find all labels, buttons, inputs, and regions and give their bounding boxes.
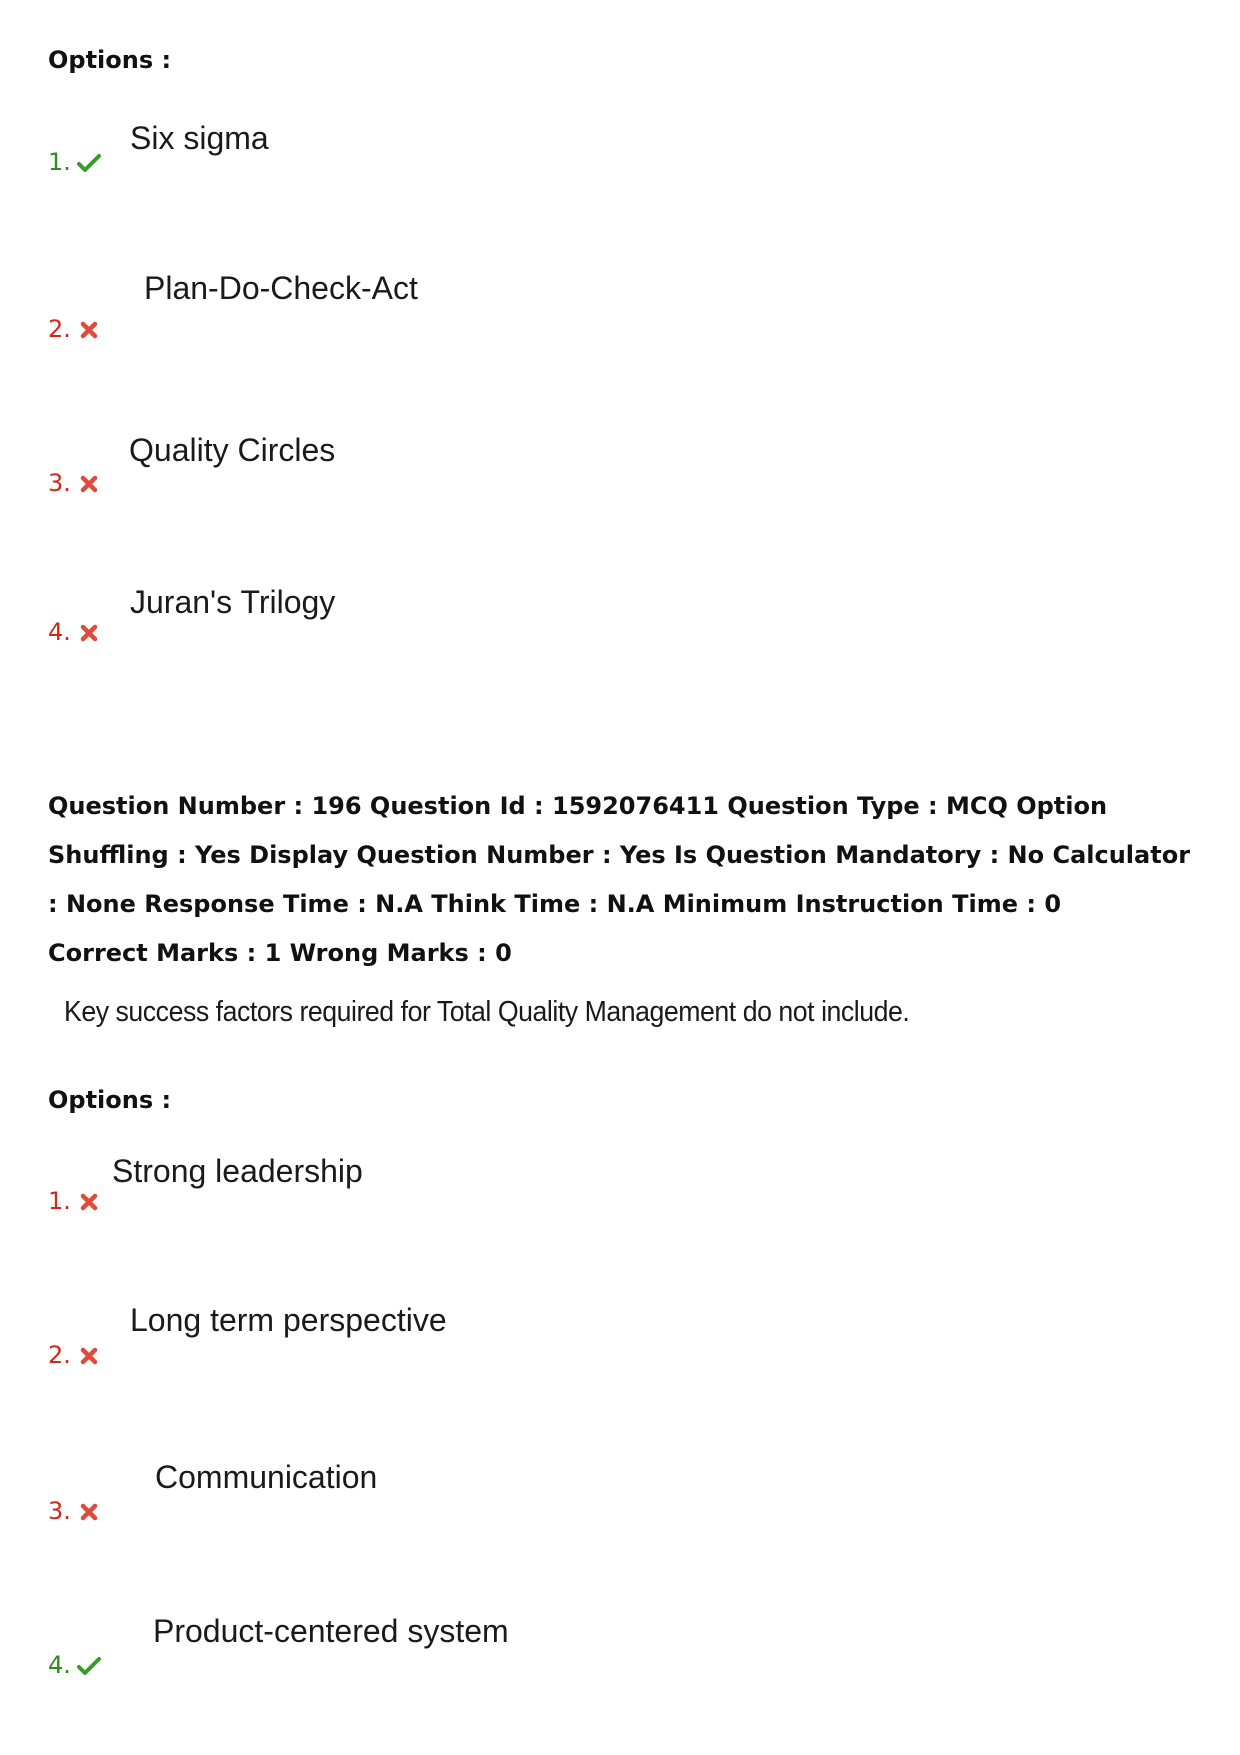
option-number: 1. (48, 148, 71, 176)
option-marker-wrong (48, 1497, 101, 1525)
cross-icon (77, 623, 101, 643)
question-text: Key success factors required for Total Quality Management do not include. (64, 996, 910, 1028)
option-number: 2. (48, 315, 71, 343)
option-text: Strong leadership (112, 1153, 363, 1189)
option-text: Long term perspective (130, 1302, 447, 1338)
option-text: Communication (155, 1459, 378, 1495)
option-text: Product-centered system (153, 1613, 509, 1649)
cross-icon (77, 1502, 101, 1522)
option-marker-correct (48, 148, 101, 176)
option-marker-wrong (48, 469, 101, 497)
option-text: Quality Circles (129, 432, 336, 468)
cross-icon (77, 1346, 101, 1366)
option-marker-wrong (48, 1341, 101, 1369)
options-label: Options : (48, 1086, 172, 1114)
options-label: Options : (48, 46, 172, 74)
question-meta: Question Number : 196 Question Id : 1592076411 Question Type : MCQ Option Shuffling : Yes Display Question Number : Yes Is Question Mandatory : No Calculator : None Response Time : N.A Think Time : N.A Minimum Instruction Time : 0 (48, 792, 1191, 918)
option-text: Plan-Do-Check-Act (144, 270, 418, 306)
cross-icon (77, 320, 101, 340)
cross-icon (77, 474, 101, 494)
check-icon (77, 1656, 101, 1676)
option-marker-wrong (48, 315, 101, 343)
option-marker-correct (48, 1651, 101, 1679)
option-number: 3. (48, 1497, 71, 1525)
option-text: Juran's Trilogy (130, 584, 336, 620)
option-number: 2. (48, 1341, 71, 1369)
option-number: 3. (48, 469, 71, 497)
option-number: 4. (48, 1651, 71, 1679)
cross-icon (77, 1192, 101, 1212)
marks-info: Correct Marks : 1 Wrong Marks : 0 (48, 939, 512, 967)
check-icon (77, 153, 101, 173)
option-marker-wrong (48, 1187, 101, 1215)
option-number: 4. (48, 618, 71, 646)
option-marker-wrong (48, 618, 101, 646)
option-text: Six sigma (130, 120, 269, 156)
option-number: 1. (48, 1187, 71, 1215)
